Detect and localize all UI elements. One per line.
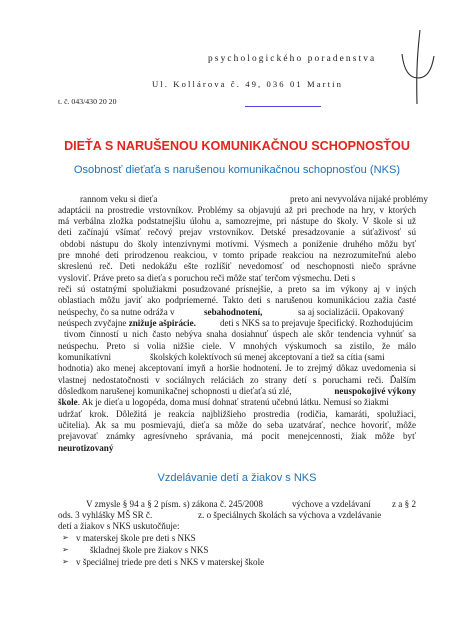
paragraph-line: škole. Ak je dieťa u logopéda, doma musí dohnať stratenú učebnú látku. Nemusí so žiakmi — [58, 397, 389, 407]
email-underline — [245, 106, 321, 107]
paragraph-line: učitelia). Ak sa mu posmievajú, dieťa sa môže do seba uzatvárať, nechce hovoriť, môže — [58, 420, 416, 430]
list-item: ➢ v špeciálnej triede pre deti s NKS v materskej škole — [62, 557, 265, 567]
address-line: Ul. Kollárova č. 49, 036 01 Martin — [152, 79, 343, 89]
arrow-bullet-icon: ➢ — [62, 533, 69, 542]
education-list — [62, 532, 264, 568]
paragraph-line: hodnotia) ako menej akceptovaní imyň a horšie hodnotení. Je to zrejmý dôkaz uvedomenia si — [58, 363, 416, 373]
paragraph-line: reči sú ostatnými spolužiakmi posudzované prísnejšie, a preto sa im výkony aj v iných — [58, 284, 416, 294]
paragraph-line: deti začínajú všímať rečový prejav vrstovníkov. Detské presadzovanie a súťaživosť sú — [58, 227, 416, 237]
list-item: ➢ v materskej škole pre deti s NKS — [62, 533, 196, 543]
paragraph-line: V zmysle § 94 a § 2 písm. s) zákona č. 245/2008 výchove a vzdelávaní z a § 2 — [86, 499, 416, 509]
paragraph-line: oblastiach môžu javiť ako podpriemerné. Takto deti s narušenou komunikáciou zažia časté — [58, 295, 416, 305]
paragraph-line: má verbálna zložka podstatnejšiu úlohu a, samozrejme, pri nástupe do školy. V škole si už — [58, 216, 416, 226]
paragraph-line: neúspechy, čo sa nutne odráža v sebahodnotení, sa aj socializácii. Opakovaný — [58, 307, 405, 317]
paragraph-line: neurotizovaný — [58, 443, 114, 453]
paragraph-line: obdobi nástupu do školy intenzívnymi motívmi. Výsmech a poníženie druhého môžu byť — [60, 239, 416, 249]
arrow-bullet-icon: ➢ — [62, 557, 69, 566]
paragraph-line: vlastnej nedostatočnosti v sociálnych reláciách zo strany detí s poruchami reči. Ďalším — [58, 375, 416, 385]
phone-line: t. č. 043/430 20 20 — [58, 97, 117, 106]
paragraph-line: tivom činností u nich často nebýva snaha dosiahnuť úspech ale skôr tendencia vyhnúť sa — [64, 329, 416, 339]
paragraph-line: skreslenú reč. Deti nedokážu ešte rozlíšiť nevedomosť od neschopnosti niečo správne — [58, 261, 416, 271]
paragraph-line: udržať krok. Dôležitá je reakcia najbližšieho prostredia (rodičia, kamaráti, spolužiaci, — [58, 409, 416, 419]
paragraph-line: prejavovať známky agresívneho správania, má pocit menejcennosti, žiak môže byť — [58, 431, 416, 441]
paragraph-line: neúspechu. Preto si volia nižšie ciele. V mnohých výskumoch sa zistilo, že málo — [58, 341, 416, 351]
subtitle: Osobnosť dieťaťa s narušenou komunikačnou schopnosťou (NKS) — [73, 164, 401, 176]
page-title: DIEŤA S NARUŠENOU KOMUNIKAČNOU SCHOPNOSŤOU — [64, 139, 410, 153]
list-item: ➢ škladnej škole pre žiakov s NKS — [62, 545, 209, 555]
paragraph-line: pre mnohé deti prirodzenou reakciou, v tomto prípade reakciou na nezrozumiteľnú alebo — [58, 250, 416, 260]
paragraph-line: ods. 3 vyhlášky MŠ SR č. z. o špeciálnych školách sa výchova a vzdelávanie — [58, 510, 382, 520]
paragraph-line: dôsledkom narušenej komunikačnej schopnosti u dieťaťa sú zlé, neuspokojivé výkony — [58, 386, 416, 396]
paragraph-line: vysloviť. Práve preto sa dieťa s poruchou reči môže stať terčom výsmechu. Deti s — [58, 273, 356, 283]
section-heading: Vzdelávanie detí a žiakov s NKS — [157, 472, 317, 484]
arrow-bullet-icon: ➢ — [62, 545, 69, 554]
psi-logo-icon — [398, 28, 438, 106]
paragraph-line: adaptácii na prostredie vrstovníkov. Problémy sa objavujú až pri prechode na hry, v ktorých — [58, 205, 416, 215]
organization-name: psychologického poradenstva — [208, 54, 377, 64]
paragraph-line: rannom veku si dieťa preto ani nevyvoláva nijaké problémy — [80, 194, 428, 204]
paragraph-line: komunikatívni školských kolektívoch sú menej akceptovaní a tiež sa cítia (sami — [58, 352, 385, 362]
paragraph-line: detí a žiakov s NKS uskutočňuje: — [58, 521, 180, 531]
paragraph-line: neúspech zvyčajne znižuje ašpirácie. deti s NKS sa to prejavuje špecifický. Rozhodujúcim — [58, 318, 413, 328]
